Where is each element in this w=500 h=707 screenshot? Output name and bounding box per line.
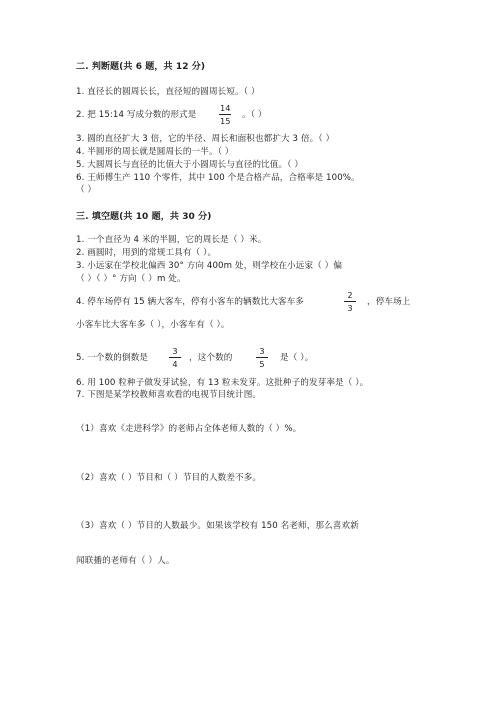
judge-question-6-line2: （ ）	[76, 185, 97, 195]
fraction-numerator: 14	[220, 103, 231, 113]
fill-question-4-prefix: 4. 停车场停有 15 辆大客车，停有小客车的辆数比大客车多	[76, 297, 304, 307]
fill-question-5-fraction-2	[256, 346, 268, 369]
fill-question-4-suffix: ，停车场上	[367, 297, 411, 307]
fraction-denominator: 15	[220, 116, 231, 126]
fraction-bar	[219, 114, 231, 115]
fill-question-7: 7. 下图是某学校教师喜欢看的电视节目统计图。	[76, 390, 262, 400]
fill-question-5-fraction-1	[169, 346, 181, 369]
fraction-denominator: 5	[259, 359, 265, 369]
fraction-denominator: 4	[172, 359, 178, 369]
section-2-heading: 二. 判断题(共 6 题，共 12 分)	[76, 62, 206, 72]
fill-question-5-prefix: 5. 一个数的倒数是	[76, 353, 149, 363]
judge-question-3: 3. 圆的直径扩大 3 倍，它的半径、周长和面积也都扩大 3 倍。（ ）	[76, 134, 335, 144]
fill-question-4-line2: 小客车比大客车多（ ），小客车有（ ）。	[76, 320, 230, 330]
fill-question-6: 6. 用 100 粒种子做发芽试验，有 13 粒未发芽。这批种子的发芽率是（ ）。	[76, 378, 369, 388]
judge-question-2-prefix: 2. 把 15:14 写成分数的形式是	[76, 110, 197, 120]
fraction-numerator: 3	[259, 346, 265, 356]
fraction-bar	[169, 357, 181, 358]
judge-question-1: 1. 直径长的圆周长长，直径短的圆周长短。（ ）	[76, 87, 260, 97]
section-3-heading: 三. 填空题(共 10 题，共 30 分)	[76, 212, 212, 222]
fill-question-7-sub3-line2: 闻联播的老师有（ ）人。	[76, 556, 175, 566]
judge-question-6-line1: 6. 王师傅生产 110 个零件，其中 100 个是合格产品，合格率是 100%。	[76, 173, 360, 183]
fill-question-3-line2: （ ）（ ）° 方向（ ）m 处。	[76, 274, 186, 284]
fill-question-5-suffix: 是（ ）。	[280, 353, 314, 363]
judge-question-4: 4. 半圆形的周长就是圆周长的一半。（ ）	[76, 147, 234, 157]
fill-question-7-sub3-line1: （3）喜欢（ ）节目的人数最少。如果该学校有 150 名老师，那么喜欢新	[76, 521, 359, 531]
fill-question-7-sub1: （1）喜欢《走进科学》的老师占全体老师人数的（ ）%。	[76, 424, 302, 434]
fill-question-7-sub2: （2）喜欢（ ）节目和（ ）节目的人数差不多。	[76, 473, 262, 483]
fill-question-5-middle: ，这个数的	[189, 353, 233, 363]
fraction-denominator: 3	[347, 303, 353, 313]
judge-question-2-suffix: 。（ ）	[242, 110, 267, 120]
judge-question-2-fraction	[219, 103, 231, 126]
fraction-numerator: 2	[347, 290, 353, 300]
fill-question-4-fraction	[344, 290, 356, 313]
fill-question-3-line1: 3. 小远家在学校北偏西 30° 方向 400m 处，则学校在小远家（ ）偏	[76, 261, 343, 271]
fraction-bar	[344, 301, 356, 302]
judge-question-5: 5. 大圆周长与直径的比值大于小圆周长与直径的比值。（ ）	[76, 160, 304, 170]
fraction-numerator: 3	[172, 346, 178, 356]
fill-question-1: 1. 一个直径为 4 米的半圆，它的周长是（ ）米。	[76, 235, 267, 245]
fraction-bar	[256, 357, 268, 358]
fill-question-2: 2. 画圆时，用到的常规工具有（ ）。	[76, 248, 217, 258]
